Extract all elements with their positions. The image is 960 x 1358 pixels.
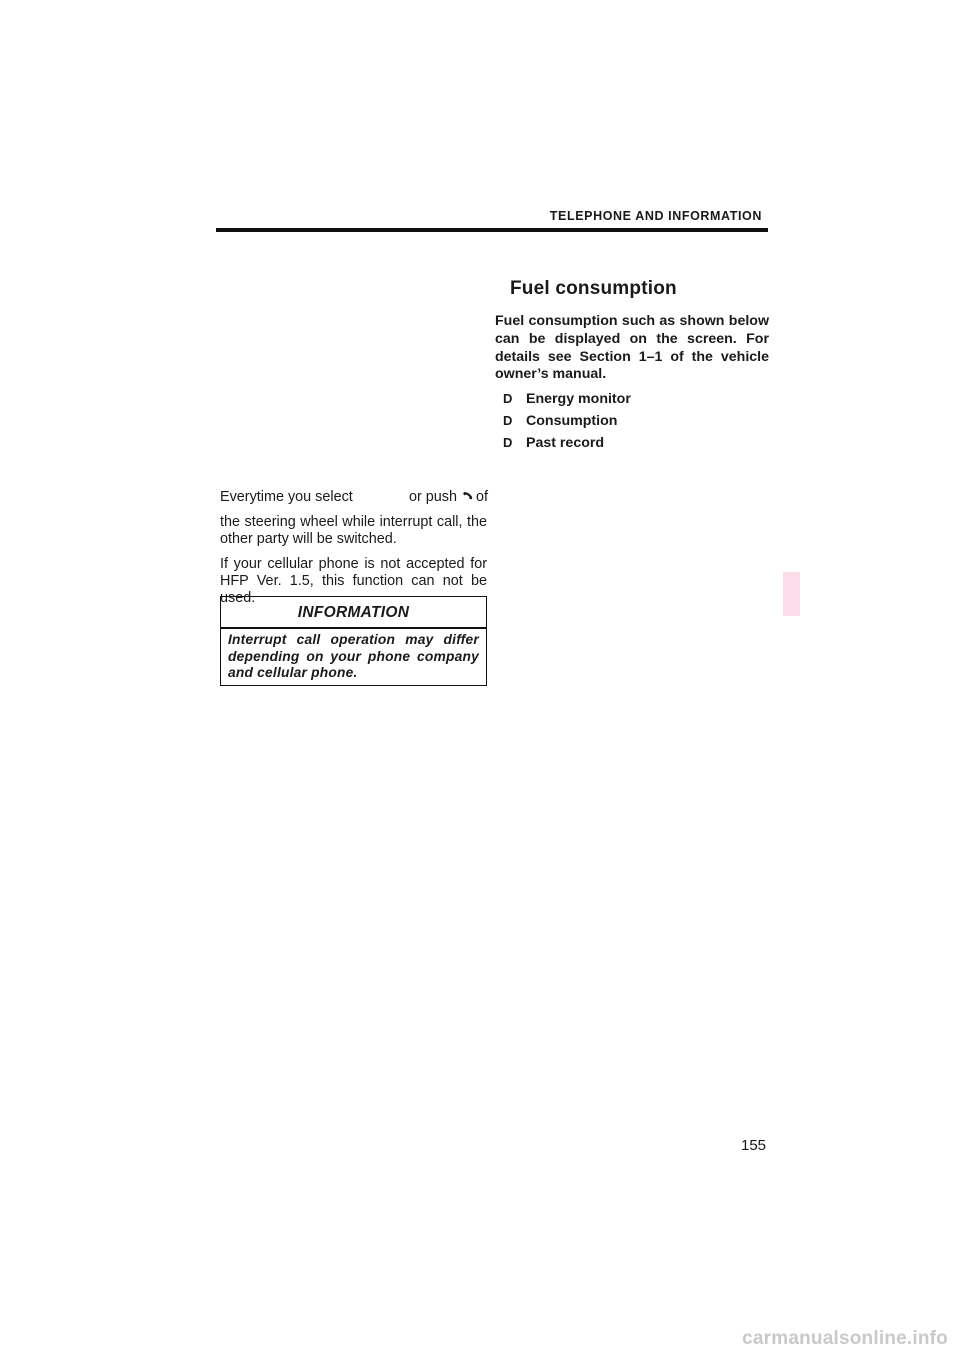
- instruction-line-1: [220, 489, 487, 506]
- section-side-tab: [783, 572, 800, 616]
- instruction-text-of: of: [476, 489, 489, 505]
- information-divider: [221, 627, 486, 629]
- instruction-text-push: or push: [409, 489, 457, 505]
- list-item: [495, 388, 769, 410]
- information-box: [220, 596, 487, 686]
- bullet-consumption: Consumption: [526, 413, 618, 430]
- fuel-intro-paragraph: Fuel consumption such as shown below can be displayed on the screen. For details see Section 1–1 of the vehicle owner’s manual.: [495, 313, 769, 383]
- bullet-mark: D: [503, 391, 513, 407]
- list-item: [495, 410, 769, 432]
- running-header: TELEPHONE AND INFORMATION: [549, 209, 762, 223]
- page-number: 155: [741, 1137, 767, 1154]
- bullet-energy-monitor: Energy monitor: [526, 391, 631, 408]
- instruction-paragraph-2: If your cellular phone is not accepted for HFP Ver. 1.5, this function can not be used.: [220, 556, 487, 606]
- section-title-fuel-consumption: Fuel consumption: [510, 278, 677, 299]
- instruction-text-select: Everytime you select: [220, 489, 353, 505]
- instruction-paragraph-1: the steering wheel while interrupt call, the other party will be switched.: [220, 514, 487, 547]
- phone-icon: [460, 491, 473, 504]
- bullet-mark: D: [503, 435, 513, 451]
- watermark: carmanualsonline.info: [742, 1328, 948, 1349]
- header-rule: [216, 228, 768, 232]
- bullet-past-record: Past record: [526, 435, 605, 452]
- bullet-mark: D: [503, 413, 513, 429]
- information-body: Interrupt call operation may differ depending on your phone company and cellular phone.: [228, 632, 479, 680]
- list-item: [495, 432, 769, 454]
- information-title: INFORMATION: [297, 604, 410, 621]
- fuel-bullet-list: [495, 388, 769, 454]
- left-column: [220, 489, 487, 607]
- right-column: [495, 313, 769, 454]
